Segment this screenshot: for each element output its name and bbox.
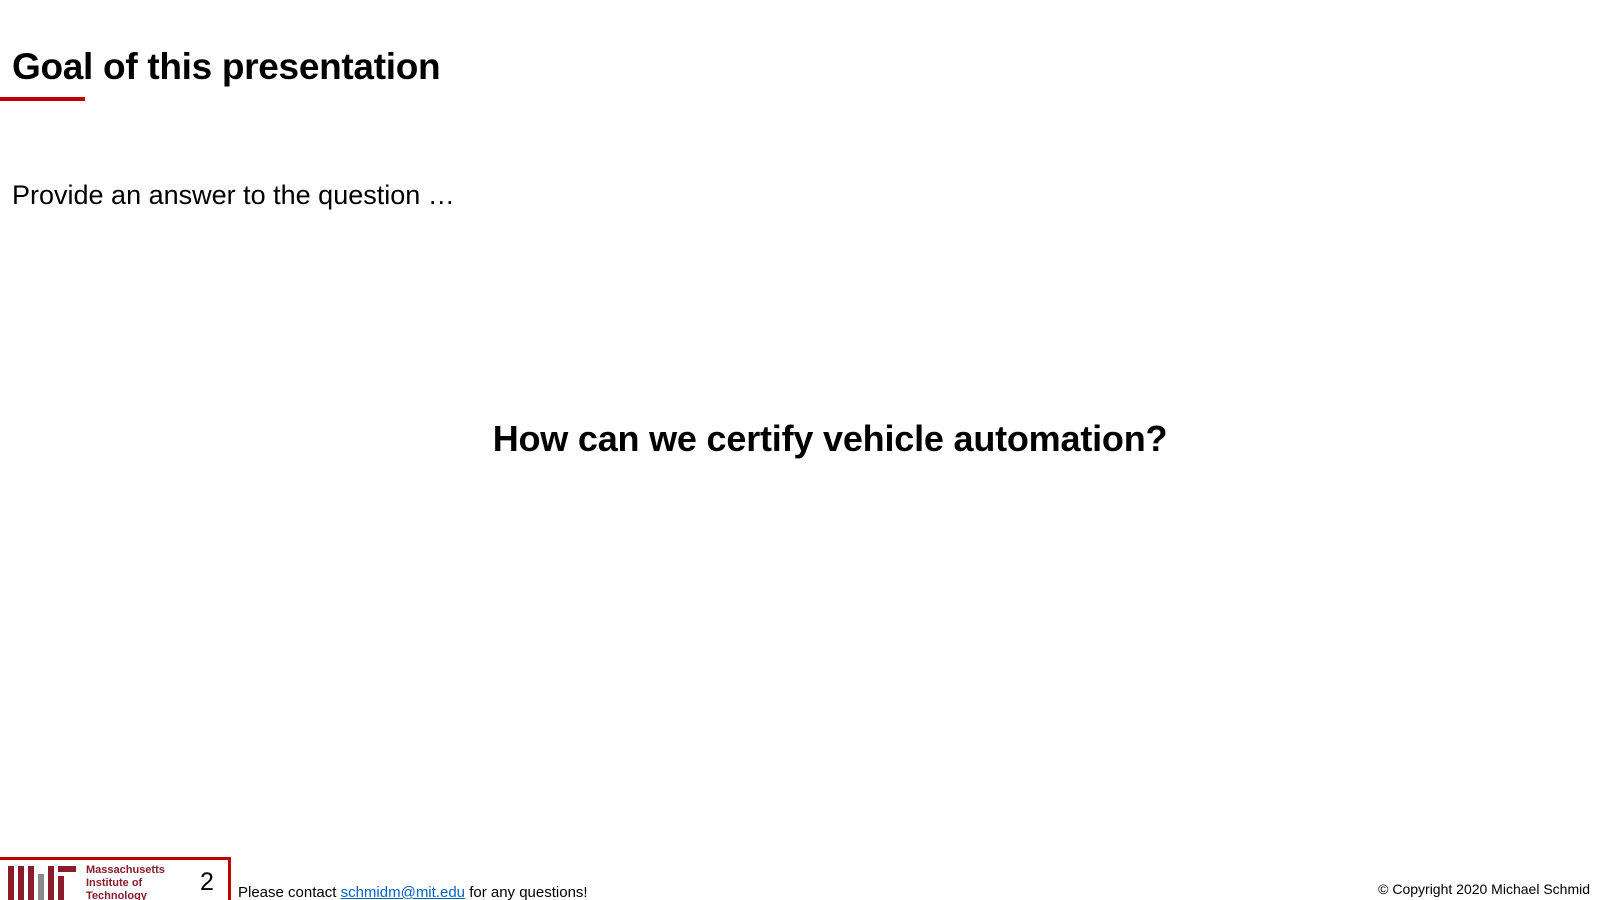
copyright-notice: © Copyright 2020 Michael Schmid [1378,881,1590,897]
institution-line-2: Institute of [86,877,143,889]
institution-line-3: Technology [86,890,147,900]
slide-title: Goal of this presentation [12,46,441,87]
title-underline [0,97,85,101]
institution-line-1: Massachusetts [86,864,165,876]
contact-email-link[interactable]: schmidm@mit.edu [340,884,466,900]
contact-prefix: Please contact [238,884,337,900]
central-question: How can we certify vehicle automation? [492,418,1168,459]
intro-text: Provide an answer to the question … [12,180,455,210]
page-number: 2 [200,868,214,896]
institution-name [86,864,165,900]
mit-logo-icon [8,866,76,900]
contact-suffix: for any questions! [469,884,588,900]
contact-line [238,884,588,900]
